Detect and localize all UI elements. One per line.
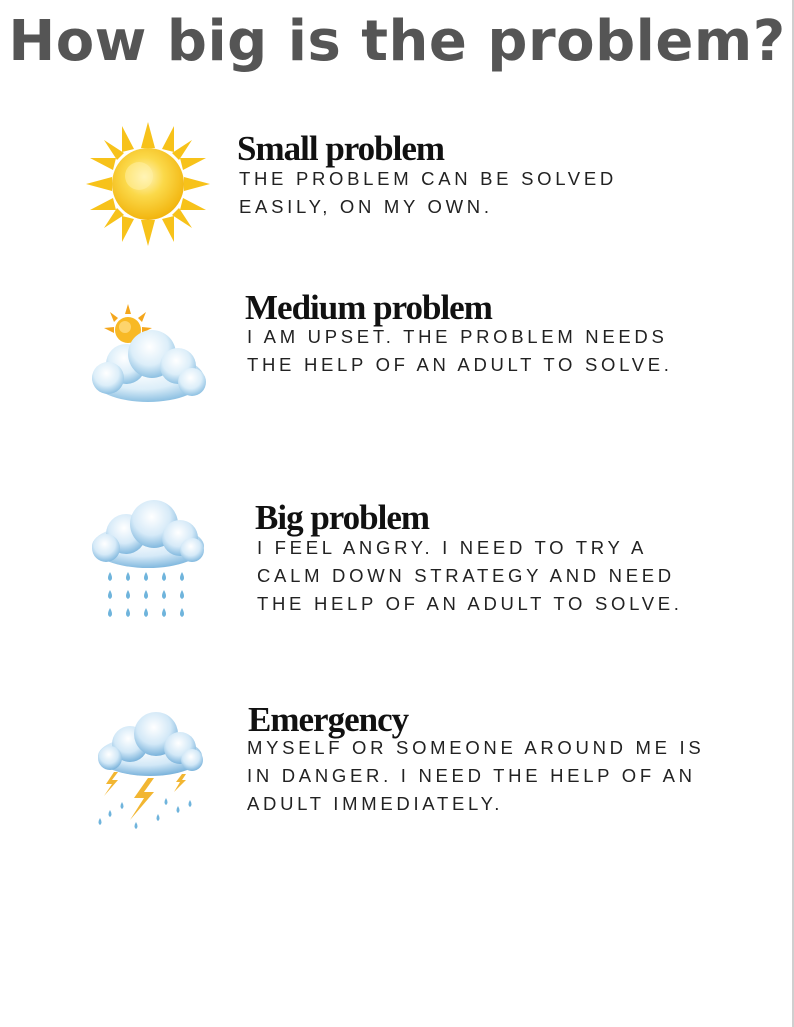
description-line: THE HELP OF AN ADULT TO SOLVE. bbox=[247, 354, 673, 375]
page-title: How big is the problem? bbox=[8, 9, 786, 74]
description-line: CALM DOWN STRATEGY AND NEED bbox=[257, 565, 675, 586]
description-line: MYSELF OR SOMEONE AROUND ME IS bbox=[247, 737, 705, 758]
thunderstorm-cloud-icon bbox=[92, 710, 208, 834]
description-line: ADULT IMMEDIATELY. bbox=[247, 793, 504, 814]
level-heading: Big problem bbox=[255, 498, 430, 537]
level-description bbox=[239, 165, 617, 221]
sun-icon bbox=[84, 120, 212, 248]
level-heading: Small problem bbox=[237, 129, 445, 168]
description-line: I AM UPSET. THE PROBLEM NEEDS bbox=[247, 326, 668, 347]
level-description bbox=[247, 323, 673, 379]
description-line: THE PROBLEM CAN BE SOLVED bbox=[239, 168, 617, 189]
description-line: THE HELP OF AN ADULT TO SOLVE. bbox=[257, 593, 683, 614]
description-line: IN DANGER. I NEED THE HELP OF AN bbox=[247, 765, 696, 786]
description-line: I FEEL ANGRY. I NEED TO TRY A bbox=[257, 537, 648, 558]
level-description bbox=[247, 734, 704, 818]
sun-behind-cloud-icon bbox=[86, 302, 210, 414]
level-description bbox=[257, 534, 683, 618]
rain-cloud-icon bbox=[86, 500, 210, 628]
level-heading: Emergency bbox=[248, 700, 409, 739]
description-line: EASILY, ON MY OWN. bbox=[239, 196, 493, 217]
level-heading: Medium problem bbox=[245, 288, 492, 327]
